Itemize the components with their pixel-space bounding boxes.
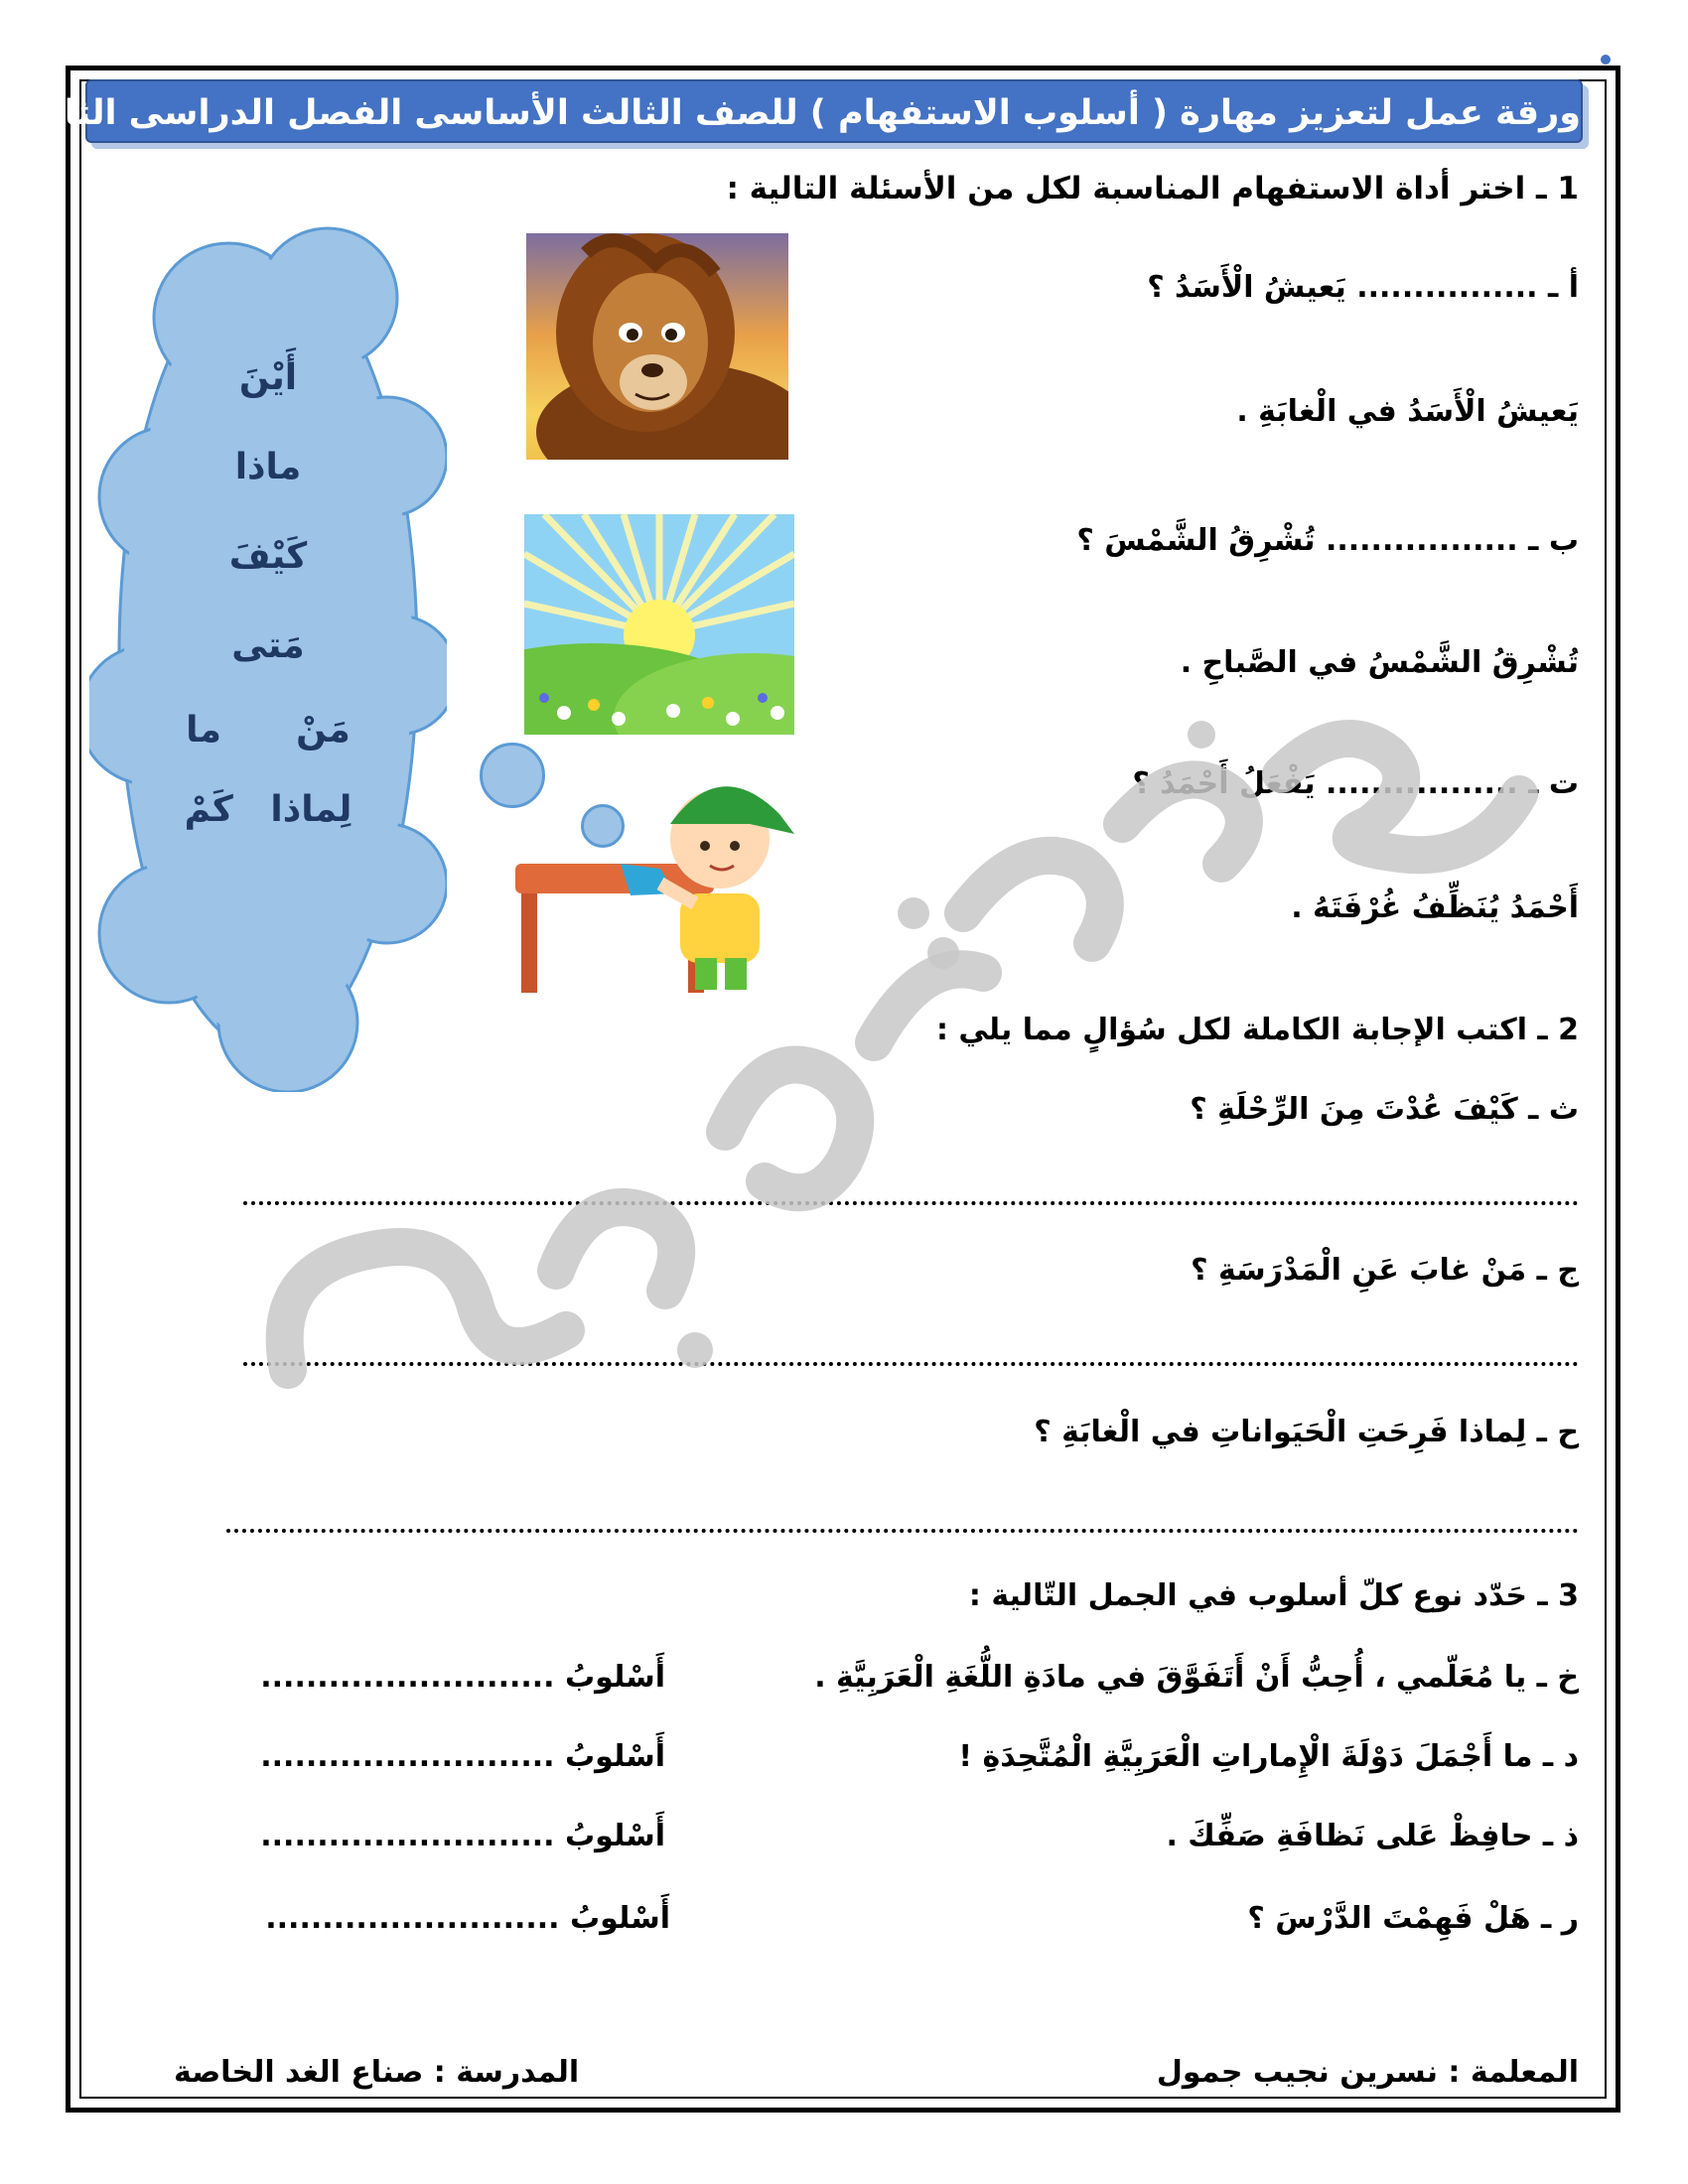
sentence-d: د ـ ما أَجْمَلَ دَوْلَةَ الْإِماراتِ الْعَرَبِيَّةِ الْمُتَّحِدَةِ !: [958, 1739, 1579, 1774]
section1-heading: 1 ـ اختر أداة الاستفهام المناسبة لكل من الأسئلة التالية :: [726, 171, 1579, 206]
style-label-kh[interactable]: أَسْلوبُ ..........................: [260, 1660, 665, 1695]
answer-line-th[interactable]: [243, 1199, 1579, 1205]
corner-dot: [1601, 55, 1611, 65]
thought-bubble-small: [581, 804, 625, 848]
answer-t: أَحْمَدُ يُنَظِّفُ غُرْفَتَهُ .: [1291, 890, 1579, 925]
question-a: أ ـ ................ يَعيشُ الْأَسَدُ ؟: [1147, 270, 1579, 305]
teacher-name: المعلمة : نسرين نجيب جمول: [1156, 2055, 1579, 2090]
cloud-word-limatha-kam: لِماذا كَمْ: [184, 789, 352, 830]
boy-cleaning-image: [511, 754, 801, 997]
school-name: المدرسة : صناع الغد الخاصة: [174, 2055, 580, 2090]
cloud-word-man-ma: مَنْ ما: [186, 710, 351, 751]
cloud-word-matha: ماذا: [234, 447, 302, 487]
question-h: ح ـ لِماذا فَرِحَتِ الْحَيَواناتِ في الْغابَةِ ؟: [1034, 1415, 1579, 1449]
sentence-kh: خ ـ يا مُعَلّمي ، أُحِبُّ أَنْ أَتَفَوَّقَ في مادَةِ اللُّغَةِ الْعَرَبِيَّةِ .: [814, 1660, 1579, 1695]
section3-heading: 3 ـ حَدّد نوع كلّ أسلوب في الجمل التّالية :: [968, 1578, 1579, 1613]
thought-bubble-large: [480, 743, 545, 808]
question-j: ج ـ مَنْ غابَ عَنِ الْمَدْرَسَةِ ؟: [1191, 1253, 1579, 1288]
answer-a: يَعيشُ الْأَسَدُ في الْغابَةِ .: [1236, 394, 1579, 429]
question-b: ب ـ ................. تُشْرِقُ الشَّمْسَ ؟: [1076, 523, 1579, 558]
worksheet-title: ورقة عمل لتعزيز مهارة ( أسلوب الاستفهام ) للصف الثالث الأساسى الفصل الدراسى الثانى: [85, 79, 1583, 143]
style-label-dh[interactable]: أَسْلوبُ ..........................: [260, 1819, 665, 1853]
style-label-r[interactable]: أَسْلوبُ ..........................: [265, 1901, 670, 1936]
sentence-r: ر ـ هَلْ فَهِمْتَ الدَّرْسَ ؟: [1247, 1901, 1579, 1936]
answer-b: تُشْرِقُ الشَّمْسُ في الصَّباحِ .: [1180, 645, 1579, 680]
cloud-word-kayfa: كَيْفَ: [228, 536, 308, 577]
sentence-dh: ذ ـ حافِظْ عَلى نَظافَةِ صَفِّكَ .: [1166, 1819, 1579, 1853]
question-t: ت ـ ................. يَفْعَلُ أَحْمَدُ ؟: [1132, 766, 1579, 801]
cloud-word-ayna: أَيْنَ: [238, 357, 298, 398]
answer-line-h[interactable]: [226, 1527, 1579, 1533]
section2-heading: 2 ـ اكتب الإجابة الكاملة لكل سُؤالٍ مما يلي :: [935, 1013, 1579, 1047]
sunrise-image: [524, 514, 794, 735]
style-label-d[interactable]: أَسْلوبُ ..........................: [260, 1739, 665, 1774]
cloud-word-mata: مَتى: [231, 625, 305, 666]
question-th: ث ـ كَيْفَ عُدْتَ مِنَ الرِّحْلَةِ ؟: [1190, 1092, 1579, 1127]
lion-image: [526, 233, 788, 460]
answer-line-j[interactable]: [243, 1360, 1579, 1366]
